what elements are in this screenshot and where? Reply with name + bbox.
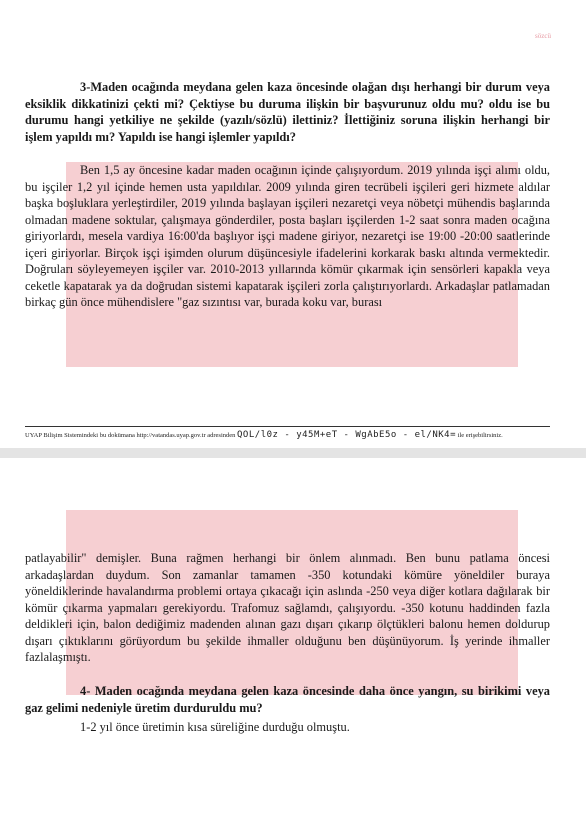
page-separator [0, 448, 586, 458]
question-4: 4- Maden ocağında meydana gelen kaza öncesinde daha önce yangın, su birikimi veya gaz gelimi nedeniyle üretim durduruldu mu? [25, 684, 550, 715]
footer-divider [25, 426, 550, 427]
footer-text: UYAP Bilişim Sistemindeki bu dokümana http://vatandas.uyap.gov.tr adresinden [25, 432, 236, 439]
uyap-footer [25, 430, 555, 440]
question-3: 3-Maden ocağında meydana gelen kaza öncesinde olağan dışı herhangi bir durum veya eksiklik dikkatinizi çekti mi? Çektiyse bu duruma ilişkin bir başvurunuz oldu mu? oldu ise bu durumu hangi yetkiliye ne şekilde (yazılı/sözlü) ilettiniz? İlettiğiniz soruna ilişkin herhangi bir işlem yapıldı mı? Yapıldı ise hangi işlemler yapıldı? [25, 80, 550, 144]
document-verification-code: QOL/l0z - y45M+eT - WgAbE5o - el/NK4= [237, 430, 456, 440]
answer-4: 1-2 yıl önce üretimin kısa süreliğine durduğu olmuştu. [80, 720, 350, 734]
answer-3-continued: patlayabilir" demişler. Buna rağmen herhangi bir önlem alınmadı. Ben bunu patlama öncesi arkadaşlardan duydum. Son zamanlar tamamen -350 kotundaki kömüre yöneldiler buraya yöneldiklerinde havalandırma problemi ortaya çıkacağı için aslında -250 veya diğer kotlara dağılarak bir kömür çıkarma yapmaları gerekiyordu. Trafomuz sağlamdı, çalışıyordu. -350 kotunu haddinden fazla deldikleri için, balon dediğimiz madenden alınan gazı dışarı çıkarıp ölçtükleri balonu hemen doldurup dışarı çıktıklarını görüyordum bu şekilde ihmaller olduğunu ben düşünüyorum. İş yerinde ihmaller fazlalaşmıştı. [25, 551, 550, 664]
footer-text-end: ile erişebilirsiniz. [457, 432, 503, 439]
corner-watermark-logo: sözcü [535, 32, 551, 40]
answer-3: Ben 1,5 ay öncesine kadar maden ocağının içinde çalışıyordum. 2019 yılında işçi alımı oldu, bu işçiler 1,2 yıl içinde hemen usta yapıldılar. 2009 yılında giren tecrübeli işçileri geri hizmete aldılar başka boşluklara yerleştirdiler, 2019 yılında başlayan işçileri nezaretçi veya nöbetçi mühendis başlarında olmadan madene soktular, çalışmaya gönderdiler, posta başları işçilerden 1-2 saat sonra maden ocağına giriyorlardı, mesela vardiya 16:00'da başlıyor işçi madene giriyor, nezaretçi ise 19:00 -20:00 saatlerinde içeri giriyorlar. Birçok işçi işimden olurum düşüncesiyle ifadelerini korkarak baskı altında vermektedir. Doğruları söyleyemeyen işçiler var. 2010-2013 yıllarında kömür çıkarmak için sensörleri kapakla veya ceketle kapatarak ya da doğrudan sistemi kapatarak işçileri zorla çalıştırıyorlardı. Arkadaşlar patlamadan birkaç gün önce mühendislere "gaz sızıntısı var, burada koku var, burası [25, 163, 550, 309]
